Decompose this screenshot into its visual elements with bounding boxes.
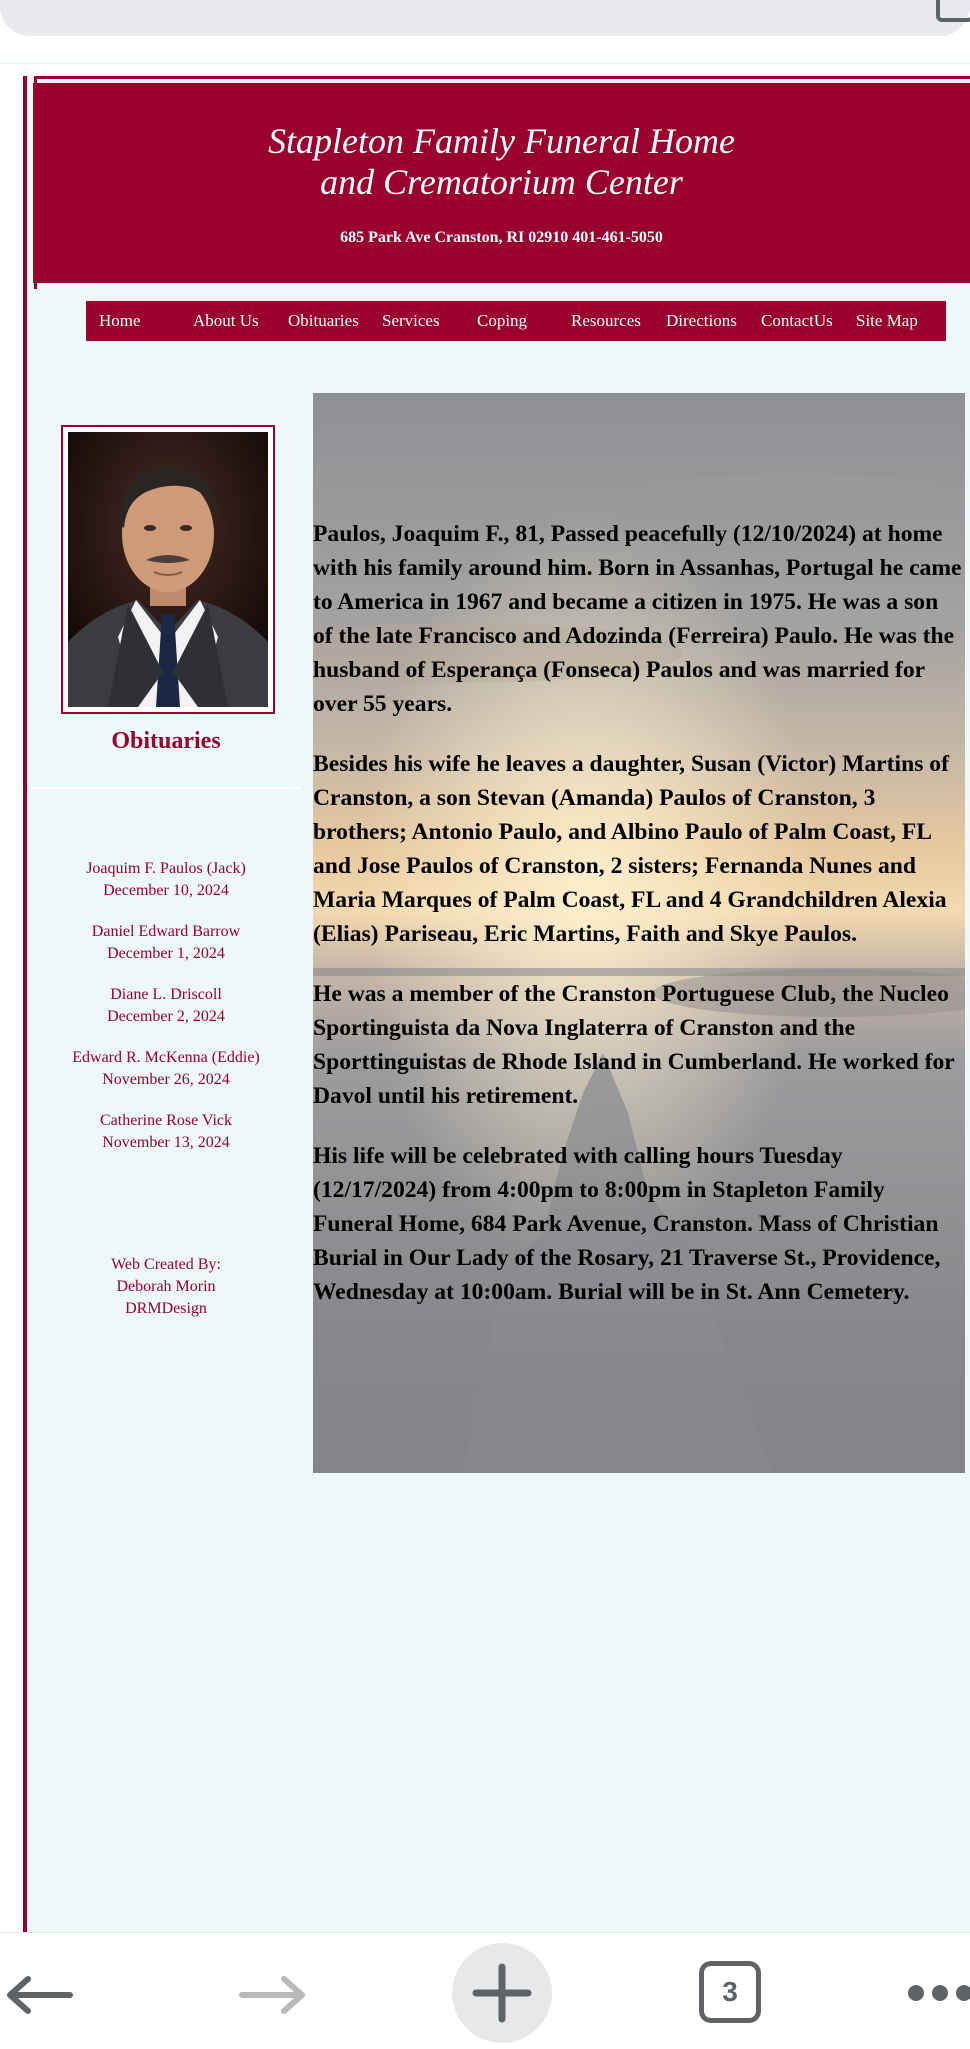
sidebar-divider bbox=[31, 787, 301, 789]
nav-site-map[interactable]: Site Map bbox=[856, 311, 918, 330]
nav-services[interactable]: Services bbox=[382, 311, 440, 330]
obituary-content bbox=[313, 393, 965, 1473]
obituary-link[interactable] bbox=[31, 921, 301, 965]
nav-obituaries[interactable]: Obituaries bbox=[288, 311, 359, 330]
tab-switcher-corner-icon[interactable] bbox=[936, 0, 970, 22]
obituary-name: Catherine Rose Vick bbox=[99, 1112, 233, 1129]
obituary-date: December 2, 2024 bbox=[107, 1008, 225, 1025]
obituary-date: November 26, 2024 bbox=[102, 1071, 230, 1088]
credit-line: DRMDesign bbox=[125, 1300, 207, 1317]
credit-line: Web Created By: bbox=[111, 1256, 221, 1273]
obituary-date: December 10, 2024 bbox=[103, 882, 229, 899]
address-bar[interactable] bbox=[0, 0, 970, 36]
nav-resources[interactable]: Resources bbox=[571, 311, 641, 330]
new-tab-plus-icon bbox=[452, 1943, 552, 2043]
site-title-line1: Stapleton Family Funeral Home bbox=[268, 121, 735, 161]
obituary-link[interactable] bbox=[31, 984, 301, 1028]
obituary-date: December 1, 2024 bbox=[107, 945, 225, 962]
site-title bbox=[33, 121, 970, 203]
site-address: 685 Park Ave Cranston, RI 02910 401-461-5050 bbox=[340, 229, 663, 246]
nav-directions[interactable]: Directions bbox=[666, 311, 737, 330]
browser-top-bar bbox=[0, 0, 970, 60]
obituary-link[interactable] bbox=[31, 858, 301, 902]
obituary-paragraph: He was a member of the Cranston Portuguese Club, the Nucleo Sportinguista da Nova Inglaterra of Cranston and the Sporttinguistas de Rhode Island in Cumberland. He worked for Davol until his retirement. bbox=[313, 981, 955, 1109]
obituary-paragraph: Paulos, Joaquim F., 81, Passed peacefully (12/10/2024) at home with his family around him. Born in Assanhas, Portugal he came to America in 1967 and became a citizen in 1975. He was a son of the late Francisco and Adozinda (Ferreira) Paulo. He was the husband of Esperança (Fonseca) Paulos and was married for over 55 years. bbox=[313, 521, 962, 717]
credit-line: Deborah Morin bbox=[116, 1278, 216, 1295]
obituary-name: Edward R. McKenna (Eddie) bbox=[72, 1049, 260, 1066]
more-menu-icon[interactable] bbox=[906, 1983, 970, 2003]
portrait-image bbox=[68, 432, 268, 707]
nav-about-us[interactable]: About Us bbox=[193, 311, 259, 330]
obituary-name: Joaquim F. Paulos (Jack) bbox=[86, 860, 246, 877]
obituary-name: Diane L. Driscoll bbox=[110, 986, 222, 1003]
portrait-photo bbox=[61, 425, 275, 714]
site-header bbox=[33, 83, 970, 283]
divider bbox=[0, 62, 970, 64]
browser-bottom-bar bbox=[0, 1932, 970, 2049]
site-title-line2: and Crematorium Center bbox=[320, 162, 683, 202]
new-tab-button[interactable] bbox=[452, 1943, 552, 2043]
tabs-icon[interactable]: 3 bbox=[699, 1961, 761, 2023]
obituary-date: November 13, 2024 bbox=[102, 1134, 230, 1151]
back-arrow-icon[interactable] bbox=[6, 1975, 76, 2015]
obituary-text bbox=[313, 517, 963, 1335]
nav-coping[interactable]: Coping bbox=[477, 311, 528, 330]
main-nav bbox=[86, 301, 946, 341]
forward-arrow-icon[interactable] bbox=[238, 1975, 308, 2015]
obituary-paragraph: Besides his wife he leaves a daughter, Susan (Victor) Martins of Cranston, a son Stevan (Amanda) Paulos of Cranston, 3 brothers; Antonio Paulo, and Albino Paulo of Palm Coast, FL and Jose Paulos of Cranston, 2 sisters; Fernanda Nunes and Maria Marques of Palm Coast, FL and 4 Grandchildren Alexia (Elias) Pariseau, Eric Martins, Faith and Skye Paulos. bbox=[313, 751, 949, 947]
obituary-link[interactable] bbox=[31, 1047, 301, 1091]
nav-contact-us[interactable]: ContactUs bbox=[761, 311, 833, 330]
obituary-name: Daniel Edward Barrow bbox=[91, 923, 241, 940]
nav-home[interactable]: Home bbox=[99, 311, 141, 330]
obituary-link[interactable] bbox=[31, 1110, 301, 1154]
obituary-paragraph: His life will be celebrated with calling hours Tuesday (12/17/2024) from 4:00pm to 8:00pm in Stapleton Family Funeral Home, 684 Park Avenue, Cranston. Mass of Christian Burial in Our Lady of the Rosary, 21 Traverse St., Providence, Wednesday at 10:00am. Burial will be in St. Ann Cemetery. bbox=[313, 1143, 941, 1305]
obituary-list bbox=[31, 858, 301, 1173]
web-credit bbox=[31, 1254, 301, 1320]
sidebar-title: Obituaries bbox=[111, 728, 221, 754]
